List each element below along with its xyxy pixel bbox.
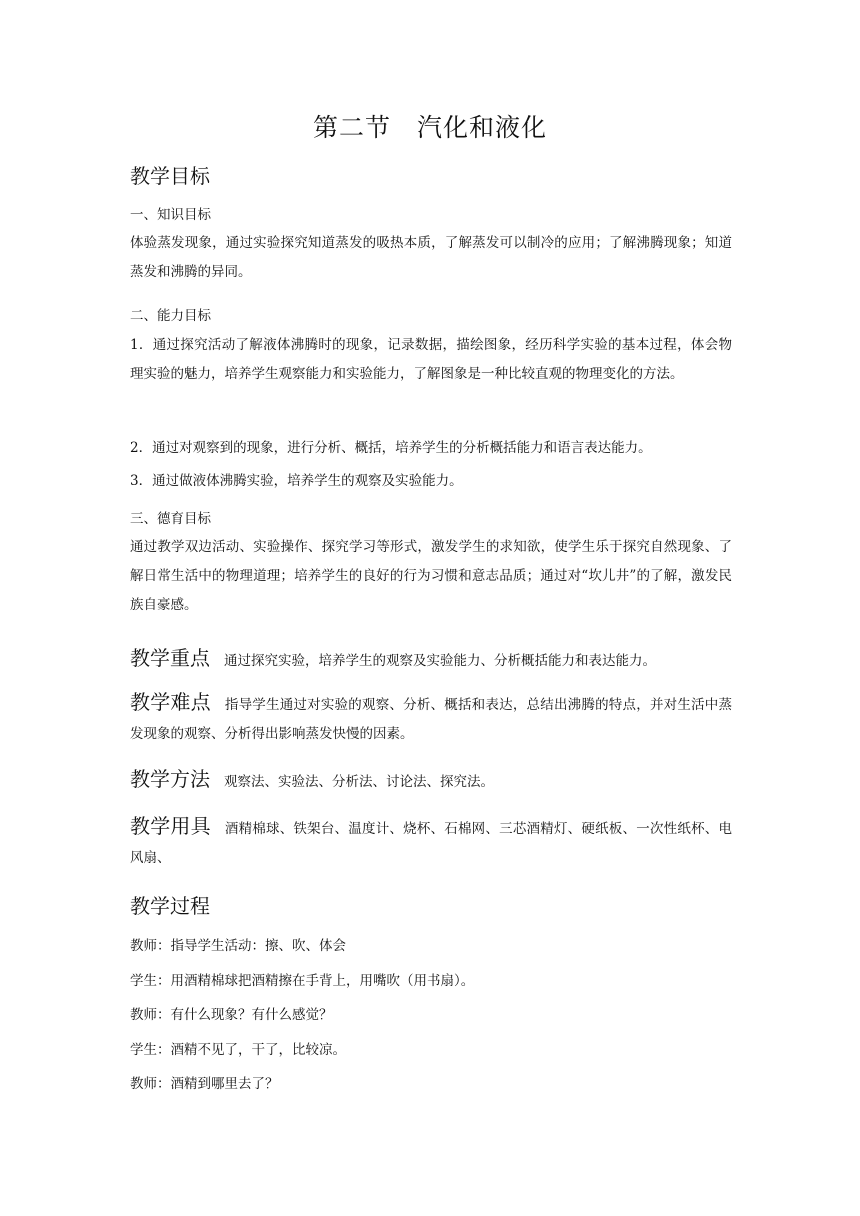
process-line-3: 教师：有什么现象？有什么感觉？ <box>130 1007 333 1023</box>
methods-section <box>130 765 732 797</box>
ability-objective-item-3: 3．通过做液体沸腾实验，培养学生的观察及实验能力。 <box>130 473 463 489</box>
methods-text: 观察法、实验法、分析法、讨论法、探究法。 <box>224 774 494 790</box>
process-line-1: 教师：指导学生活动：擦、吹、体会 <box>130 938 346 954</box>
ability-objective-item-2: 2．通过对观察到的现象，进行分析、概括，培养学生的分析概括能力和语言表达能力。 <box>130 440 652 456</box>
moral-objective-text: 通过教学双边活动、实验操作、探究学习等形式，激发学生的求知欲，使学生乐于探究自然现象、了解日常生活中的物理道理；培养学生的良好的行为习惯和意志品质；通过对“坎儿井”的了解，激发民族自豪感。 <box>130 539 732 613</box>
page-title: 第二节 汽化和液化 <box>312 113 547 142</box>
ability-objective-item-1: 1．通过探究活动了解液体沸腾时的现象，记录数据，描绘图象，经历科学实验的基本过程，体会物理实验的魅力，培养学生观察能力和实验能力，了解图象是一种比较直观的物理变化的方法。 <box>130 337 732 382</box>
process-line-2: 学生：用酒精棉球把酒精擦在手背上，用嘴吹（用书扇）。 <box>130 973 475 989</box>
methods-heading: 教学方法 <box>130 767 210 791</box>
difficulties-section <box>130 688 732 749</box>
difficulties-heading: 教学难点 <box>130 690 211 714</box>
process-line-5: 教师：酒精到哪里去了？ <box>130 1076 279 1092</box>
objectives-heading: 教学目标 <box>130 164 210 188</box>
difficulties-text: 指导学生通过对实验的观察、分析、概括和表达，总结出沸腾的特点，并对生活中蒸发现象的观察、分析得出影响蒸发快慢的因素。 <box>130 697 733 742</box>
tools-heading: 教学用具 <box>130 814 211 838</box>
process-heading: 教学过程 <box>130 894 210 918</box>
knowledge-objective-text: 体验蒸发现象，通过实验探究知道蒸发的吸热本质，了解蒸发可以制冷的应用；了解沸腾现象；知道蒸发和沸腾的异同。 <box>130 235 732 280</box>
key-points-section <box>130 644 732 676</box>
knowledge-objective-heading: 一、知识目标 <box>130 207 211 223</box>
key-points-heading: 教学重点 <box>130 646 210 670</box>
moral-objective-heading: 三、德育目标 <box>130 511 211 527</box>
tools-section <box>130 812 732 873</box>
process-line-4: 学生：酒精不见了，干了，比较凉。 <box>130 1042 346 1058</box>
tools-text: 酒精棉球、铁架台、温度计、烧杯、石棉网、三芯酒精灯、硬纸板、一次性纸杯、电风扇、 <box>130 821 733 866</box>
ability-objective-heading: 二、能力目标 <box>130 308 211 324</box>
key-points-text: 通过探究实验，培养学生的观察及实验能力、分析概括能力和表达能力。 <box>224 653 656 669</box>
